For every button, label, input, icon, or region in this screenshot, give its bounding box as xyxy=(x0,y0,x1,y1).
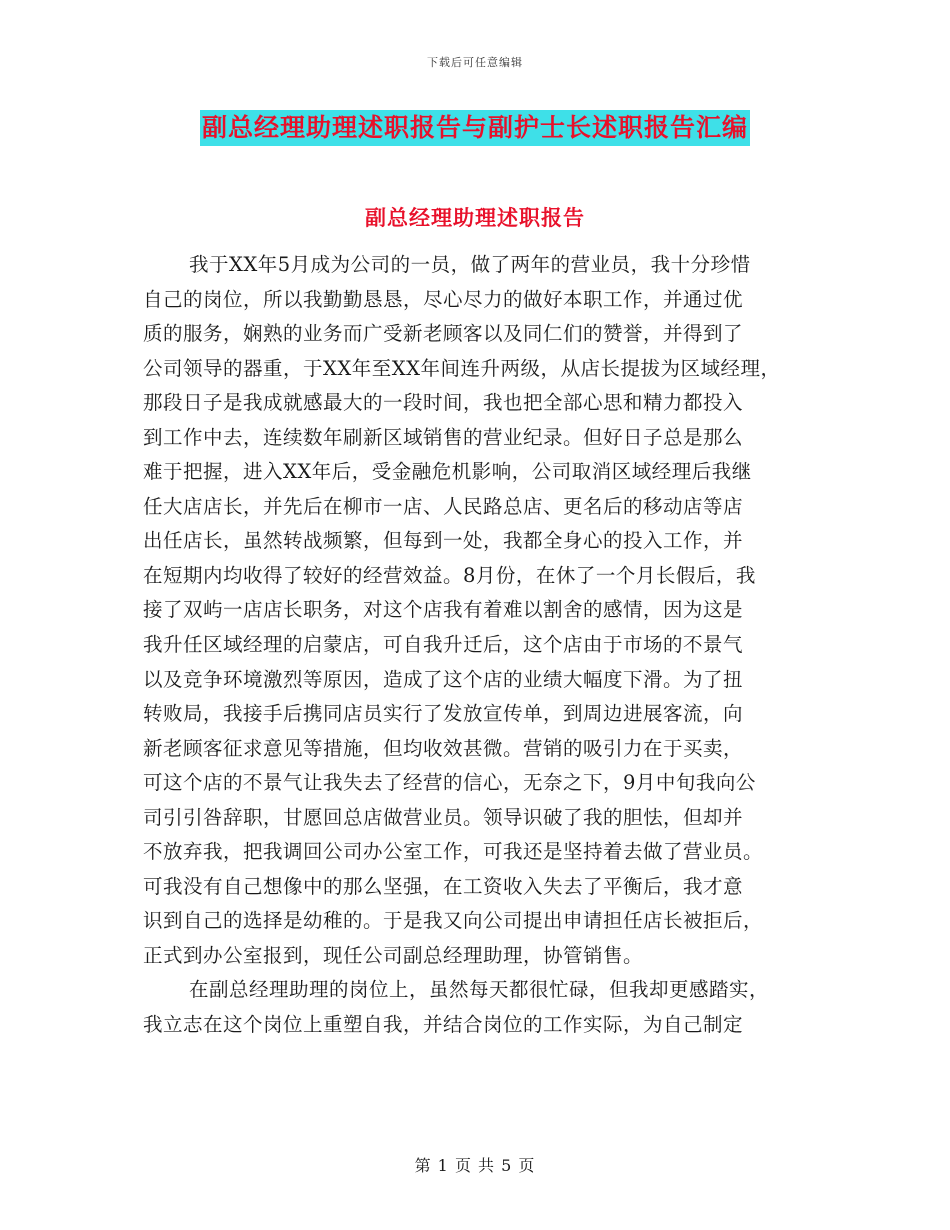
body-line: 那段日子是我成就感最大的一段时间，我也把全部心思和精力都投入 xyxy=(143,391,744,415)
body-line: 我升任区域经理的启蒙店，可自我升迁后，这个店由于市场的不景气 xyxy=(143,633,744,657)
body-line: 接了双屿一店店长职务，对这个店我有着难以割舍的感情，因为这是 xyxy=(143,598,744,622)
body-line: 新老顾客征求意见等措施，但均收效甚微。营销的吸引力在于买卖， xyxy=(143,736,744,760)
body-line: 我立志在这个岗位上重塑自我，并结合岗位的工作实际，为自己制定 xyxy=(143,1013,744,1037)
body-line: 不放弃我，把我调回公司办公室工作，可我还是坚持着去做了营业员。 xyxy=(143,840,764,864)
body-line: 正式到办公室报到，现任公司副总经理助理，协管销售。 xyxy=(143,943,644,967)
body-line: 自己的岗位，所以我勤勤恳恳，尽心尽力的做好本职工作，并通过优 xyxy=(143,287,744,311)
body-line: 任大店店长，并先后在柳市一店、人民路总店、更名后的移动店等店 xyxy=(143,494,744,518)
section-title: 副总经理助理述职报告 xyxy=(365,205,585,230)
page-header-note: 下载后可任意编辑 xyxy=(427,56,523,69)
body-text xyxy=(143,248,817,1043)
body-line: 我于XX年5月成为公司的一员，做了两年的营业员，我十分珍惜 xyxy=(189,253,751,276)
body-line: 公司领导的器重，于XX年至XX年间连升两级，从店长提拔为区域经理， xyxy=(143,356,781,380)
body-line: 出任店长，虽然转战频繁，但每到一处，我都全身心的投入工作，并 xyxy=(143,529,744,553)
body-line: 难于把握，进入XX年后，受金融危机影响，公司取消区域经理后我继 xyxy=(143,460,752,484)
body-line: 识到自己的选择是幼稚的。于是我又向公司提出申请担任店长被拒后， xyxy=(143,909,764,933)
document-title: 副总经理助理述职报告与副护士长述职报告汇编 xyxy=(200,110,750,146)
body-line: 转败局，我接手后携同店员实行了发放宣传单，到周边进展客流，向 xyxy=(143,702,744,726)
body-line: 在短期内均收得了较好的经营效益。8月份，在休了一个月长假后，我 xyxy=(143,563,756,587)
page-number-footer: 第 1 页 共 5 页 xyxy=(414,1156,536,1175)
body-line: 到工作中去，连续数年刷新区域销售的营业纪录。但好日子总是那么 xyxy=(143,425,744,449)
body-line: 在副总经理助理的岗位上，虽然每天都很忙碌，但我却更感踏实， xyxy=(189,978,770,1002)
body-line: 司引引咎辞职，甘愿回总店做营业员。领导识破了我的胆怯，但却并 xyxy=(143,805,744,829)
document-title-container xyxy=(0,110,950,146)
body-line: 可这个店的不景气让我失去了经营的信心，无奈之下，9月中旬我向公 xyxy=(143,771,756,795)
body-line: 质的服务，娴熟的业务而广受新老顾客以及同仁们的赞誉，并得到了 xyxy=(143,322,744,346)
body-line: 可我没有自己想像中的那么坚强，在工资收入失去了平衡后，我才意 xyxy=(143,874,744,898)
body-line: 以及竞争环境激烈等原因，造成了这个店的业绩大幅度下滑。为了扭 xyxy=(143,667,744,691)
